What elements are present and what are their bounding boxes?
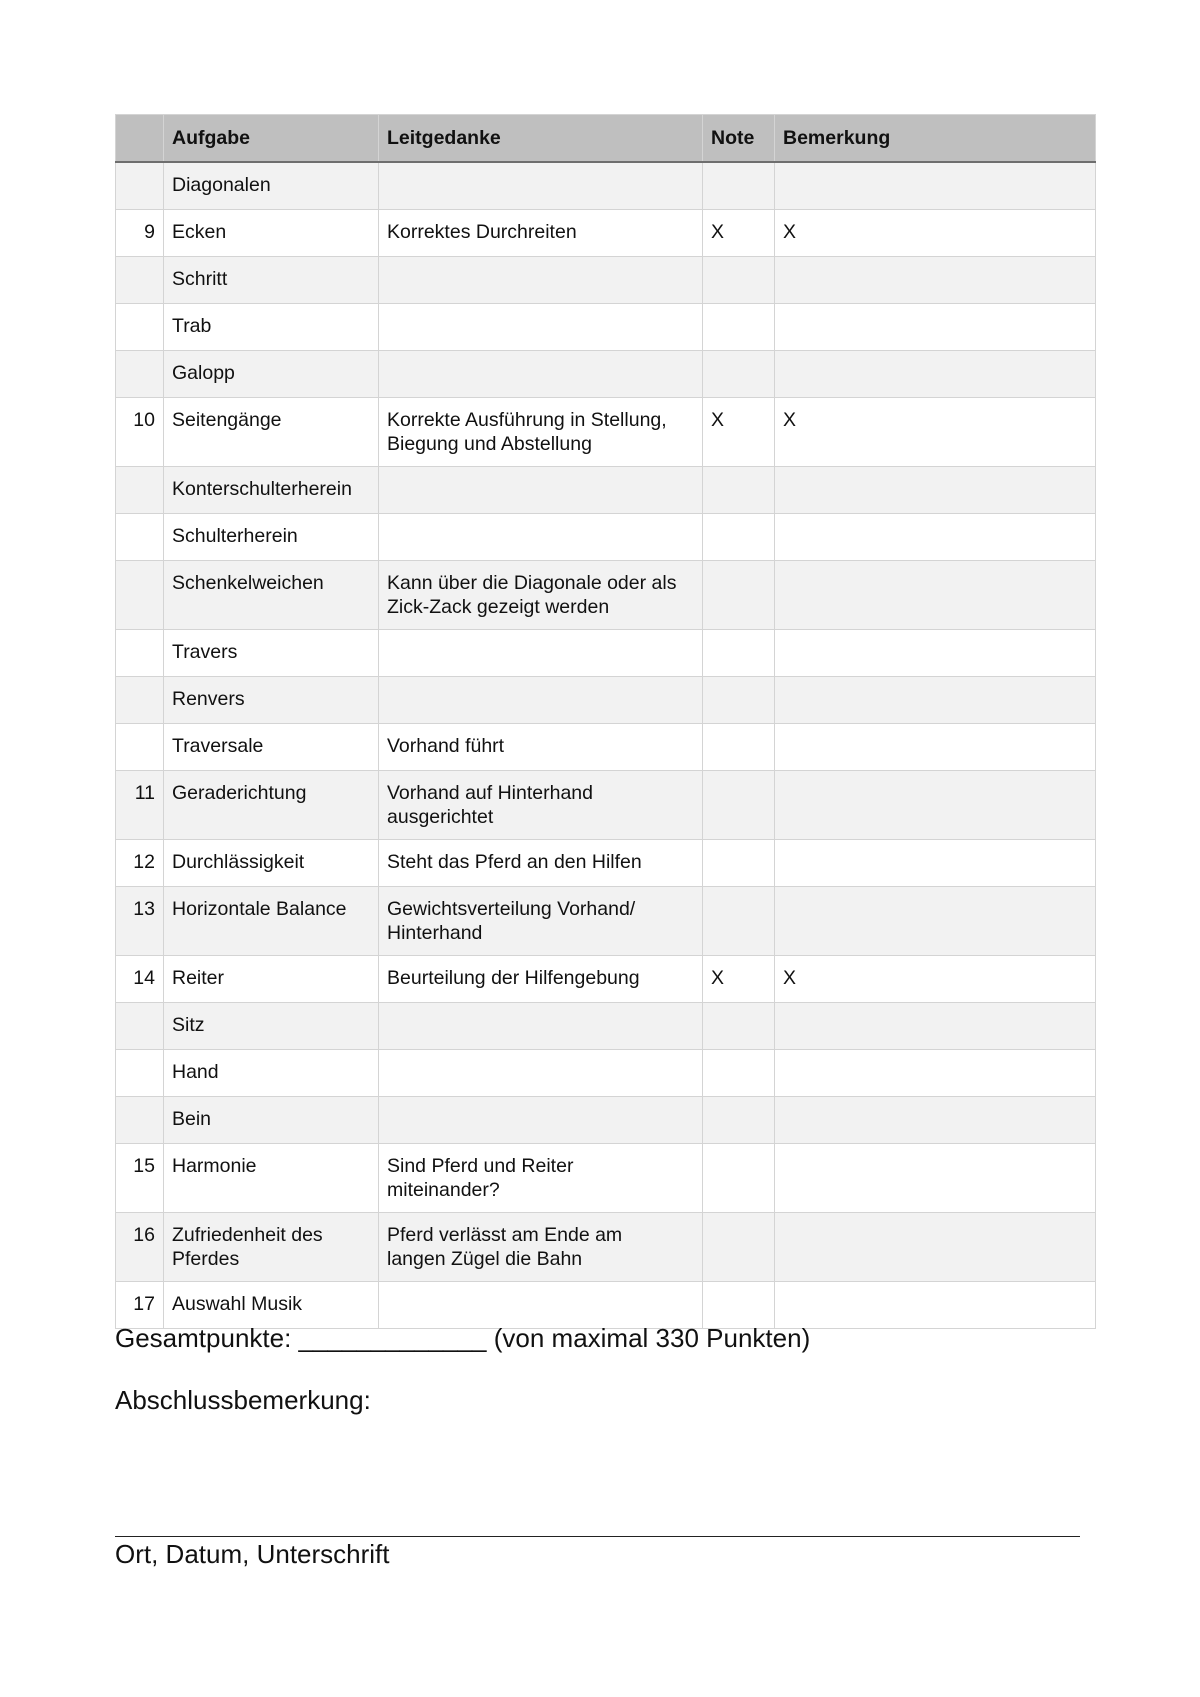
table-row	[116, 677, 1096, 724]
idea-cell	[379, 1213, 703, 1282]
task-cell-line: Galopp	[172, 362, 235, 384]
table-body	[116, 162, 1096, 1329]
note-cell: X	[703, 956, 775, 1003]
evaluation-table	[115, 114, 1096, 1329]
table-row	[116, 561, 1096, 630]
remark-cell	[775, 351, 1096, 398]
row-number	[116, 1097, 164, 1144]
idea-cell-line: Kann über die Diagonale oder als	[387, 572, 677, 594]
idea-cell-line: Korrektes Durchreiten	[387, 221, 577, 243]
row-number: 17	[116, 1282, 164, 1329]
header-row	[116, 115, 1096, 163]
row-number: 9	[116, 210, 164, 257]
remark-cell	[775, 677, 1096, 724]
idea-cell-line: Gewichtsverteilung Vorhand/	[387, 898, 636, 920]
table-row	[116, 351, 1096, 398]
task-cell-line: Trab	[172, 315, 212, 337]
task-cell	[164, 1213, 379, 1282]
task-cell-line: Schenkelweichen	[172, 572, 324, 594]
task-cell-line: Reiter	[172, 967, 225, 989]
remark-cell	[775, 304, 1096, 351]
task-cell	[164, 162, 379, 210]
idea-cell	[379, 1050, 703, 1097]
table-row	[116, 1097, 1096, 1144]
row-number: 12	[116, 840, 164, 887]
task-cell	[164, 677, 379, 724]
idea-cell	[379, 398, 703, 467]
final-remark-label: Abschlussbemerkung:	[115, 1385, 371, 1415]
idea-cell	[379, 840, 703, 887]
remark-cell	[775, 1282, 1096, 1329]
task-cell	[164, 840, 379, 887]
idea-cell-line: ausgerichtet	[387, 806, 494, 828]
task-cell	[164, 1003, 379, 1050]
task-cell	[164, 724, 379, 771]
row-number: 14	[116, 956, 164, 1003]
row-number	[116, 561, 164, 630]
remark-cell	[775, 1097, 1096, 1144]
evaluation-sheet	[115, 114, 1095, 1329]
note-cell	[703, 561, 775, 630]
task-cell-line: Schritt	[172, 268, 228, 290]
idea-cell	[379, 210, 703, 257]
remark-cell	[775, 840, 1096, 887]
task-cell-line: Harmonie	[172, 1155, 257, 1177]
idea-cell	[379, 257, 703, 304]
row-number	[116, 1003, 164, 1050]
idea-cell	[379, 1097, 703, 1144]
task-cell-line: Schulterherein	[172, 525, 298, 547]
idea-cell	[379, 677, 703, 724]
task-cell	[164, 514, 379, 561]
task-cell	[164, 771, 379, 840]
idea-cell	[379, 351, 703, 398]
remark-cell	[775, 561, 1096, 630]
note-cell	[703, 1097, 775, 1144]
task-cell	[164, 210, 379, 257]
task-cell-line: Pferdes	[172, 1248, 240, 1270]
idea-cell-line: Beurteilung der Hilfengebung	[387, 967, 640, 989]
remark-cell	[775, 162, 1096, 210]
task-cell	[164, 467, 379, 514]
table-row	[116, 1050, 1096, 1097]
task-cell-line: Hand	[172, 1061, 219, 1083]
note-cell	[703, 840, 775, 887]
idea-cell-line: Vorhand auf Hinterhand	[387, 782, 593, 804]
table-row	[116, 887, 1096, 956]
idea-cell-line: Korrekte Ausführung in Stellung,	[387, 409, 667, 431]
idea-cell	[379, 887, 703, 956]
row-number	[116, 1050, 164, 1097]
idea-cell	[379, 162, 703, 210]
note-cell	[703, 257, 775, 304]
row-number: 11	[116, 771, 164, 840]
idea-cell-line: Vorhand führt	[387, 735, 505, 757]
table-row	[116, 724, 1096, 771]
task-cell	[164, 561, 379, 630]
task-cell-line: Ecken	[172, 221, 227, 243]
note-cell	[703, 1050, 775, 1097]
table-row	[116, 771, 1096, 840]
task-cell-line: Durchlässigkeit	[172, 851, 305, 873]
note-cell: X	[703, 398, 775, 467]
row-number	[116, 351, 164, 398]
idea-cell	[379, 724, 703, 771]
note-cell	[703, 630, 775, 677]
idea-cell	[379, 514, 703, 561]
remark-cell	[775, 1213, 1096, 1282]
row-number	[116, 630, 164, 677]
remark-cell	[775, 771, 1096, 840]
idea-cell-line: miteinander?	[387, 1179, 500, 1201]
table-row	[116, 304, 1096, 351]
row-number	[116, 677, 164, 724]
task-cell-line: Bein	[172, 1108, 212, 1130]
note-cell	[703, 1144, 775, 1213]
remark-cell	[775, 630, 1096, 677]
note-cell	[703, 1213, 775, 1282]
idea-cell-line: Hinterhand	[387, 922, 483, 944]
row-number: 16	[116, 1213, 164, 1282]
row-number	[116, 467, 164, 514]
task-cell	[164, 630, 379, 677]
task-cell	[164, 887, 379, 956]
idea-cell	[379, 304, 703, 351]
table-row	[116, 210, 1096, 257]
task-cell	[164, 351, 379, 398]
idea-cell	[379, 561, 703, 630]
task-cell	[164, 398, 379, 467]
task-cell	[164, 257, 379, 304]
task-cell-line: Zufriedenheit des	[172, 1224, 323, 1246]
idea-cell-line: Sind Pferd und Reiter	[387, 1155, 574, 1177]
table-row	[116, 257, 1096, 304]
idea-cell	[379, 630, 703, 677]
total-points: Gesamtpunkte: _____________ (von maximal 330 Punkten)	[115, 1323, 811, 1353]
table-header	[116, 115, 1096, 163]
table-row	[116, 1144, 1096, 1213]
row-number	[116, 724, 164, 771]
idea-cell-line: Steht das Pferd an den Hilfen	[387, 851, 642, 873]
note-cell	[703, 514, 775, 561]
idea-cell	[379, 1144, 703, 1213]
task-cell	[164, 1144, 379, 1213]
task-cell	[164, 1050, 379, 1097]
signature-label: Ort, Datum, Unterschrift	[115, 1539, 390, 1569]
table-row	[116, 467, 1096, 514]
table-row	[116, 1213, 1096, 1282]
idea-cell	[379, 1003, 703, 1050]
idea-cell	[379, 771, 703, 840]
signature-line	[115, 1536, 1080, 1537]
task-cell	[164, 956, 379, 1003]
task-cell-line: Auswahl Musik	[172, 1293, 303, 1315]
note-cell: X	[703, 210, 775, 257]
row-number: 10	[116, 398, 164, 467]
task-cell-line: Renvers	[172, 688, 245, 710]
remark-cell	[775, 724, 1096, 771]
row-number: 13	[116, 887, 164, 956]
idea-cell-line: Pferd verlässt am Ende am	[387, 1224, 623, 1246]
row-number: 15	[116, 1144, 164, 1213]
remark-cell: X	[775, 210, 1096, 257]
idea-cell-line: Biegung und Abstellung	[387, 433, 592, 455]
note-cell	[703, 162, 775, 210]
task-cell	[164, 304, 379, 351]
idea-cell-line: langen Zügel die Bahn	[387, 1248, 583, 1270]
note-cell	[703, 677, 775, 724]
task-cell-line: Konterschulterherein	[172, 478, 352, 500]
remark-cell: X	[775, 956, 1096, 1003]
remark-cell	[775, 887, 1096, 956]
note-cell	[703, 887, 775, 956]
task-cell-line: Geraderichtung	[172, 782, 307, 804]
remark-cell	[775, 1050, 1096, 1097]
row-number	[116, 162, 164, 210]
header-note: Note	[703, 115, 775, 163]
remark-cell	[775, 257, 1096, 304]
task-cell-line: Sitz	[172, 1014, 205, 1036]
remark-cell	[775, 1003, 1096, 1050]
table-row	[116, 398, 1096, 467]
task-cell-line: Traversale	[172, 735, 264, 757]
idea-cell-line: Zick-Zack gezeigt werden	[387, 596, 610, 618]
note-cell	[703, 771, 775, 840]
table-row	[116, 840, 1096, 887]
task-cell-line: Travers	[172, 641, 238, 663]
row-number	[116, 304, 164, 351]
remark-cell: X	[775, 398, 1096, 467]
row-number	[116, 257, 164, 304]
note-cell	[703, 1003, 775, 1050]
table-row	[116, 630, 1096, 677]
table-row	[116, 956, 1096, 1003]
idea-cell	[379, 467, 703, 514]
header-leitgedanke: Leitgedanke	[379, 115, 703, 163]
note-cell	[703, 351, 775, 398]
row-number	[116, 514, 164, 561]
remark-cell	[775, 514, 1096, 561]
remark-cell	[775, 1144, 1096, 1213]
note-cell	[703, 467, 775, 514]
table-row	[116, 162, 1096, 210]
table-row	[116, 514, 1096, 561]
task-cell-line: Seitengänge	[172, 409, 282, 431]
task-cell-line: Diagonalen	[172, 174, 271, 196]
note-cell	[703, 724, 775, 771]
header-aufgabe: Aufgabe	[164, 115, 379, 163]
header-number	[116, 115, 164, 163]
header-bemerkung: Bemerkung	[775, 115, 1096, 163]
task-cell-line: Horizontale Balance	[172, 898, 347, 920]
idea-cell	[379, 956, 703, 1003]
remark-cell	[775, 467, 1096, 514]
task-cell	[164, 1097, 379, 1144]
table-row	[116, 1003, 1096, 1050]
note-cell	[703, 304, 775, 351]
